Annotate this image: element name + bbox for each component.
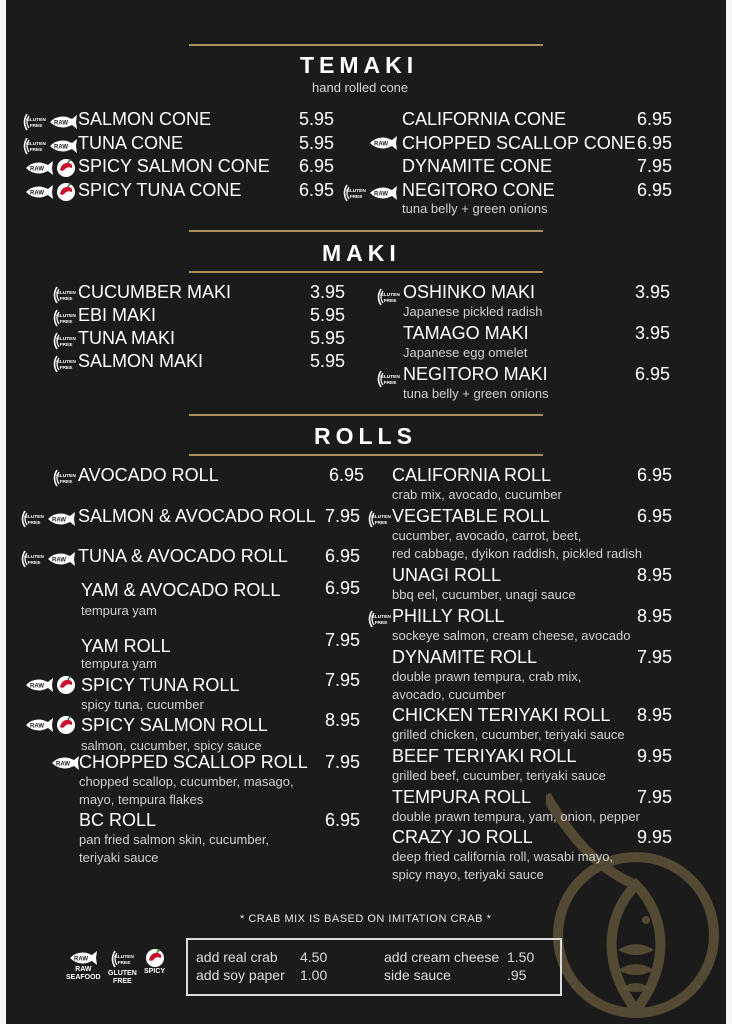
item-price: 7.95 [325,506,361,526]
item-name: DYNAMITE CONE [402,156,553,176]
legend-gluten-free [108,948,137,986]
svg-text:GLUTEN: GLUTEN [56,337,76,342]
raw-fish-icon [24,677,54,693]
item-description: Japanese egg omelet [403,345,528,360]
item-description: spicy mayo, teriyaki sauce [392,867,544,882]
svg-text:FREE: FREE [59,366,73,371]
item-icons [52,467,76,489]
legend-label: SEAFOOD [66,974,101,981]
svg-text:FREE: FREE [383,381,397,386]
svg-text:RAW: RAW [374,191,388,198]
item-description: pan fried salmon skin, cucumber, [79,832,270,847]
item-icons [24,158,76,178]
item-price: 6.95 [637,133,673,153]
legend-spicy [144,948,165,976]
item-name: EBI MAKI [78,305,157,325]
item-price: 6.95 [299,156,335,176]
item-name: TEMPURA ROLL [392,787,532,807]
gluten-free-icon [367,608,391,630]
spicy-icon [56,182,76,202]
maki-title: MAKI [322,240,401,266]
svg-text:GLUTEN: GLUTEN [114,955,135,960]
item-price: 5.95 [310,305,346,325]
item-description: deep fried california roll, wasabi mayo, [392,849,614,864]
item-name: SPICY SALMON CONE [78,156,270,176]
item-name: CHOPPED SCALLOP CONE [402,133,636,153]
item-icons [20,548,76,570]
item-icons [24,675,76,695]
item-name: PHILLY ROLL [392,606,505,626]
legend-label: RAW [75,966,92,973]
svg-text:FREE: FREE [27,521,41,526]
raw-fish-icon [24,717,54,733]
svg-text:FREE: FREE [117,961,131,966]
addon-price: 1.00 [300,967,328,983]
gluten-free-icon [52,353,76,375]
item-price: 3.95 [310,282,346,302]
item-icons [376,286,400,308]
gluten-free-icon [376,368,400,390]
item-description: sockeye salmon, cream cheese, avocado [392,628,631,643]
raw-fish-icon [24,160,54,176]
item-name: SALMON & AVOCADO ROLL [78,506,316,526]
raw-fish-icon [46,511,76,527]
item-description: red cabbage, dyikon raddish, pickled radish [392,546,643,561]
temaki-title: TEMAKI [300,52,419,78]
item-name: OSHINKO MAKI [403,282,536,302]
svg-text:GLUTEN: GLUTEN [346,189,366,194]
item-price: 8.95 [637,705,673,725]
gluten-free-icon [52,330,76,352]
item-description: crab mix, avocado, cucumber [392,487,562,502]
svg-text:GLUTEN: GLUTEN [371,515,391,520]
item-name: YAM ROLL [81,636,171,656]
item-price: 7.95 [637,156,673,176]
item-price: 5.95 [310,351,346,371]
item-icons [368,135,398,151]
item-name: CALIFORNIA CONE [402,109,567,129]
svg-text:FREE: FREE [383,299,397,304]
item-description: grilled chicken, cucumber, teriyaki sauce [392,727,625,742]
item-price: 8.95 [637,606,673,626]
item-description: tuna belly + green onions [402,201,548,216]
item-icons [376,368,400,390]
svg-text:RAW: RAW [54,120,68,127]
temaki-subtitle: hand rolled cone [312,80,409,95]
addon-price: 1.50 [507,949,535,965]
item-icons [50,755,80,771]
raw-fish-icon [368,135,398,151]
item-name: YAM & AVOCADO ROLL [81,580,281,600]
raw-fish-icon [48,138,78,154]
svg-text:RAW: RAW [30,166,44,173]
item-icons [52,284,76,306]
svg-text:GLUTEN: GLUTEN [56,360,76,365]
svg-text:GLUTEN: GLUTEN [24,555,44,560]
item-price: 6.95 [637,180,673,200]
raw-fish-icon [48,114,78,130]
item-price: 7.95 [637,647,673,667]
addons-box [186,938,562,996]
svg-text:FREE: FREE [349,195,363,200]
item-name: AVOCADO ROLL [78,465,219,485]
item-price: 5.95 [299,109,335,129]
svg-text:FREE: FREE [59,320,73,325]
svg-text:FREE: FREE [59,343,73,348]
item-icons [52,307,76,329]
item-icons [22,135,78,157]
addon-label: add soy paper [196,967,285,983]
svg-text:FREE: FREE [374,621,388,626]
item-name: CHOPPED SCALLOP ROLL [79,752,308,772]
item-price: 9.95 [637,827,673,847]
svg-text:RAW: RAW [30,683,44,690]
item-name: TUNA CONE [78,133,184,153]
item-price: 7.95 [325,630,361,650]
gluten-free-icon [22,111,46,133]
svg-text:RAW: RAW [30,723,44,730]
svg-text:GLUTEN: GLUTEN [26,142,46,147]
item-name: NEGITORO CONE [402,180,555,200]
raw-fish-icon [46,551,76,567]
item-name: CUCUMBER MAKI [78,282,232,302]
item-name: TAMAGO MAKI [403,323,529,343]
item-price: 9.95 [637,746,673,766]
addon-price: 4.50 [300,949,328,965]
item-name: SPICY TUNA ROLL [81,675,240,695]
svg-text:GLUTEN: GLUTEN [380,375,400,380]
gluten-free-icon [20,548,44,570]
gluten-free-icon [20,508,44,530]
item-name: VEGETABLE ROLL [392,506,550,526]
svg-text:RAW: RAW [54,144,68,151]
gluten-free-icon [52,307,76,329]
item-price: 3.95 [635,323,671,343]
item-name: BC ROLL [79,810,157,830]
item-description: tempura yam [81,603,157,618]
legend-label: GLUTEN [108,970,137,977]
item-description: chopped scallop, cucumber, masago, [79,774,294,789]
item-name: SPICY SALMON ROLL [81,715,268,735]
item-price: 7.95 [325,752,361,772]
gluten-free-icon [52,467,76,489]
item-price: 7.95 [325,670,361,690]
item-icons [22,111,78,133]
item-description: double prawn tempura, crab mix, [392,669,582,684]
svg-text:RAW: RAW [374,141,388,148]
svg-text:FREE: FREE [27,561,41,566]
legend-raw-seafood [66,950,101,982]
item-price: 6.95 [635,364,671,384]
rolls-title: ROLLS [314,423,417,449]
item-name: SPICY TUNA CONE [78,180,242,200]
svg-text:GLUTEN: GLUTEN [380,293,400,298]
legend-label: SPICY [144,968,166,975]
item-icons [342,182,398,204]
svg-text:GLUTEN: GLUTEN [26,118,46,123]
svg-text:FREE: FREE [29,124,43,129]
item-description: bbq eel, cucumber, unagi sauce [392,587,576,602]
spicy-icon [56,715,76,735]
menu-page [6,0,726,1024]
svg-text:FREE: FREE [29,148,43,153]
item-price: 6.95 [637,109,673,129]
addon-label: add cream cheese [384,949,500,965]
spicy-icon [56,675,76,695]
item-description: spicy tuna, cucumber [81,697,204,712]
maki-bottom-rule [189,271,543,273]
item-icons [367,508,391,530]
addon-label: side sauce [384,967,451,983]
svg-text:FREE: FREE [374,521,388,526]
item-icons [52,353,76,375]
item-price: 6.95 [325,578,361,598]
spicy-icon [145,948,165,968]
svg-text:RAW: RAW [52,557,66,564]
item-description: cucumber, avocado, carrot, beet, [392,528,582,543]
gluten-free-icon [376,286,400,308]
item-price: 6.95 [329,465,365,485]
gluten-free-icon [52,284,76,306]
item-name: SALMON CONE [78,109,212,129]
item-icons [20,508,76,530]
gluten-free-icon [22,135,46,157]
item-price: 6.95 [325,810,361,830]
maki-top-rule [189,230,543,232]
item-price: 7.95 [637,787,673,807]
spicy-icon [56,158,76,178]
svg-text:RAW: RAW [30,190,44,197]
svg-text:RAW: RAW [52,517,66,524]
legend-label: FREE [113,978,132,985]
item-icons [24,182,76,202]
item-price: 6.95 [637,506,673,526]
item-price: 5.95 [299,133,335,153]
item-description: teriyaki sauce [79,850,159,865]
item-price: 3.95 [635,282,671,302]
item-name: CHICKEN TERIYAKI ROLL [392,705,611,725]
item-name: TUNA MAKI [78,328,176,348]
addon-label: add real crab [196,949,278,965]
gluten-free-icon [342,182,366,204]
svg-text:RAW: RAW [56,761,70,768]
gluten-free-icon [367,508,391,530]
item-price: 8.95 [325,710,361,730]
item-name: CALIFORNIA ROLL [392,465,552,485]
svg-text:RAW: RAW [74,956,89,963]
item-description: double prawn tempura, yam, onion, pepper [392,809,640,824]
item-icons [52,330,76,352]
rolls-top-rule [189,414,543,416]
item-description: tuna belly + green onions [403,386,549,401]
item-description: salmon, cucumber, spicy sauce [81,738,262,753]
svg-text:FREE: FREE [59,297,73,302]
gluten-free-icon [110,948,134,970]
svg-text:GLUTEN: GLUTEN [24,515,44,520]
item-description: Japanese pickled radish [403,304,543,319]
crab-mix-note: * CRAB MIX IS BASED ON IMITATION CRAB * [240,913,492,925]
item-description: avocado, cucumber [392,687,506,702]
svg-text:GLUTEN: GLUTEN [56,474,76,479]
item-price: 6.95 [299,180,335,200]
item-name: BEEF TERIYAKI ROLL [392,746,577,766]
raw-fish-icon [368,185,398,201]
item-price: 6.95 [325,546,361,566]
item-name: TUNA & AVOCADO ROLL [78,546,288,566]
item-description: mayo, tempura flakes [79,792,204,807]
raw-fish-icon [68,950,98,966]
svg-text:GLUTEN: GLUTEN [56,314,76,319]
item-price: 5.95 [310,328,346,348]
item-name: SALMON MAKI [78,351,204,371]
item-name: UNAGI ROLL [392,565,502,585]
addon-price: .95 [507,967,527,983]
item-price: 8.95 [637,565,673,585]
item-name: CRAZY JO ROLL [392,827,533,847]
item-icons [24,715,76,735]
item-name: DYNAMITE ROLL [392,647,538,667]
raw-fish-icon [24,184,54,200]
rolls-bottom-rule [189,454,543,456]
item-description: tempura yam [81,656,157,671]
item-icons [367,608,391,630]
svg-text:GLUTEN: GLUTEN [371,615,391,620]
svg-text:FREE: FREE [59,480,73,485]
raw-fish-icon [50,755,80,771]
svg-text:GLUTEN: GLUTEN [56,291,76,296]
item-description: grilled beef, cucumber, teriyaki sauce [392,768,606,783]
item-price: 6.95 [637,465,673,485]
item-name: NEGITORO MAKI [403,364,548,384]
temaki-top-rule [189,44,543,46]
